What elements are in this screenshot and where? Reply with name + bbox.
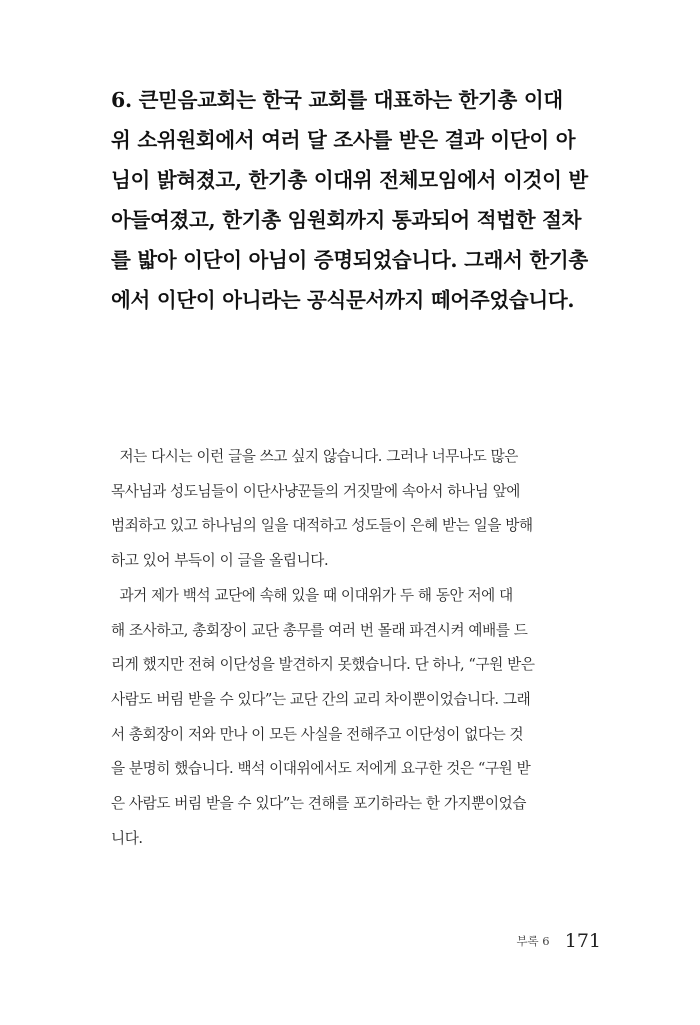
body-line: 은 사람도 버림 받을 수 있다”는 견해를 포기하라는 한 가지뿐이었습	[111, 795, 527, 813]
heading-line: 를 밟아 이단이 아님이 증명되었습니다. 그래서 한기총	[111, 248, 588, 272]
body-line: 과거 제가 백석 교단에 속해 있을 때 이대위가 두 해 동안 저에 대	[111, 586, 513, 604]
body-line: 범죄하고 있고 하나님의 일을 대적하고 성도들이 은혜 받는 일을 방해	[111, 517, 533, 535]
body-line: 목사님과 성도님들이 이단사냥꾼들의 거짓말에 속아서 하나님 앞에	[111, 482, 520, 500]
body-paragraphs	[111, 440, 601, 856]
section-label: 부록 6	[516, 934, 550, 948]
section-heading	[111, 80, 601, 320]
body-line: 저는 다시는 이런 글을 쓰고 싶지 않습니다. 그러나 너무나도 많은	[111, 448, 519, 465]
heading-line: 아들여졌고, 한기총 임원회까지 통과되어 적법한 절차	[111, 208, 582, 232]
heading-line: 위 소위원회에서 여러 달 조사를 받은 결과 이단이 아	[111, 128, 576, 152]
body-line: 하고 있어 부득이 이 글을 올립니다.	[111, 552, 329, 570]
body-line: 니다.	[111, 829, 143, 847]
heading-line: 에서 이단이 아니라는 공식문서까지 떼어주었습니다.	[111, 288, 575, 312]
heading-line: 님이 밝혀졌고, 한기총 이대위 전체모임에서 이것이 받	[111, 168, 588, 192]
body-line: 리게 했지만 전혀 이단성을 발견하지 못했습니다. 단 하나, “구원 받은	[111, 656, 535, 674]
page-number: 171	[564, 930, 601, 952]
body-line: 사람도 버림 받을 수 있다”는 교단 간의 교리 차이뿐이었습니다. 그래	[111, 690, 531, 708]
body-line: 해 조사하고, 총회장이 교단 총무를 여러 번 몰래 파견시켜 예배를 드	[111, 621, 528, 639]
body-line: 을 분명히 했습니다. 백석 이대위에서도 저에게 요구한 것은 “구원 받	[111, 760, 531, 778]
heading-line: 6. 큰믿음교회는 한국 교회를 대표하는 한기총 이대	[111, 88, 563, 112]
page-footer	[490, 930, 601, 952]
body-line: 서 총회장이 저와 만나 이 모든 사실을 전해주고 이단성이 없다는 것	[111, 725, 524, 743]
